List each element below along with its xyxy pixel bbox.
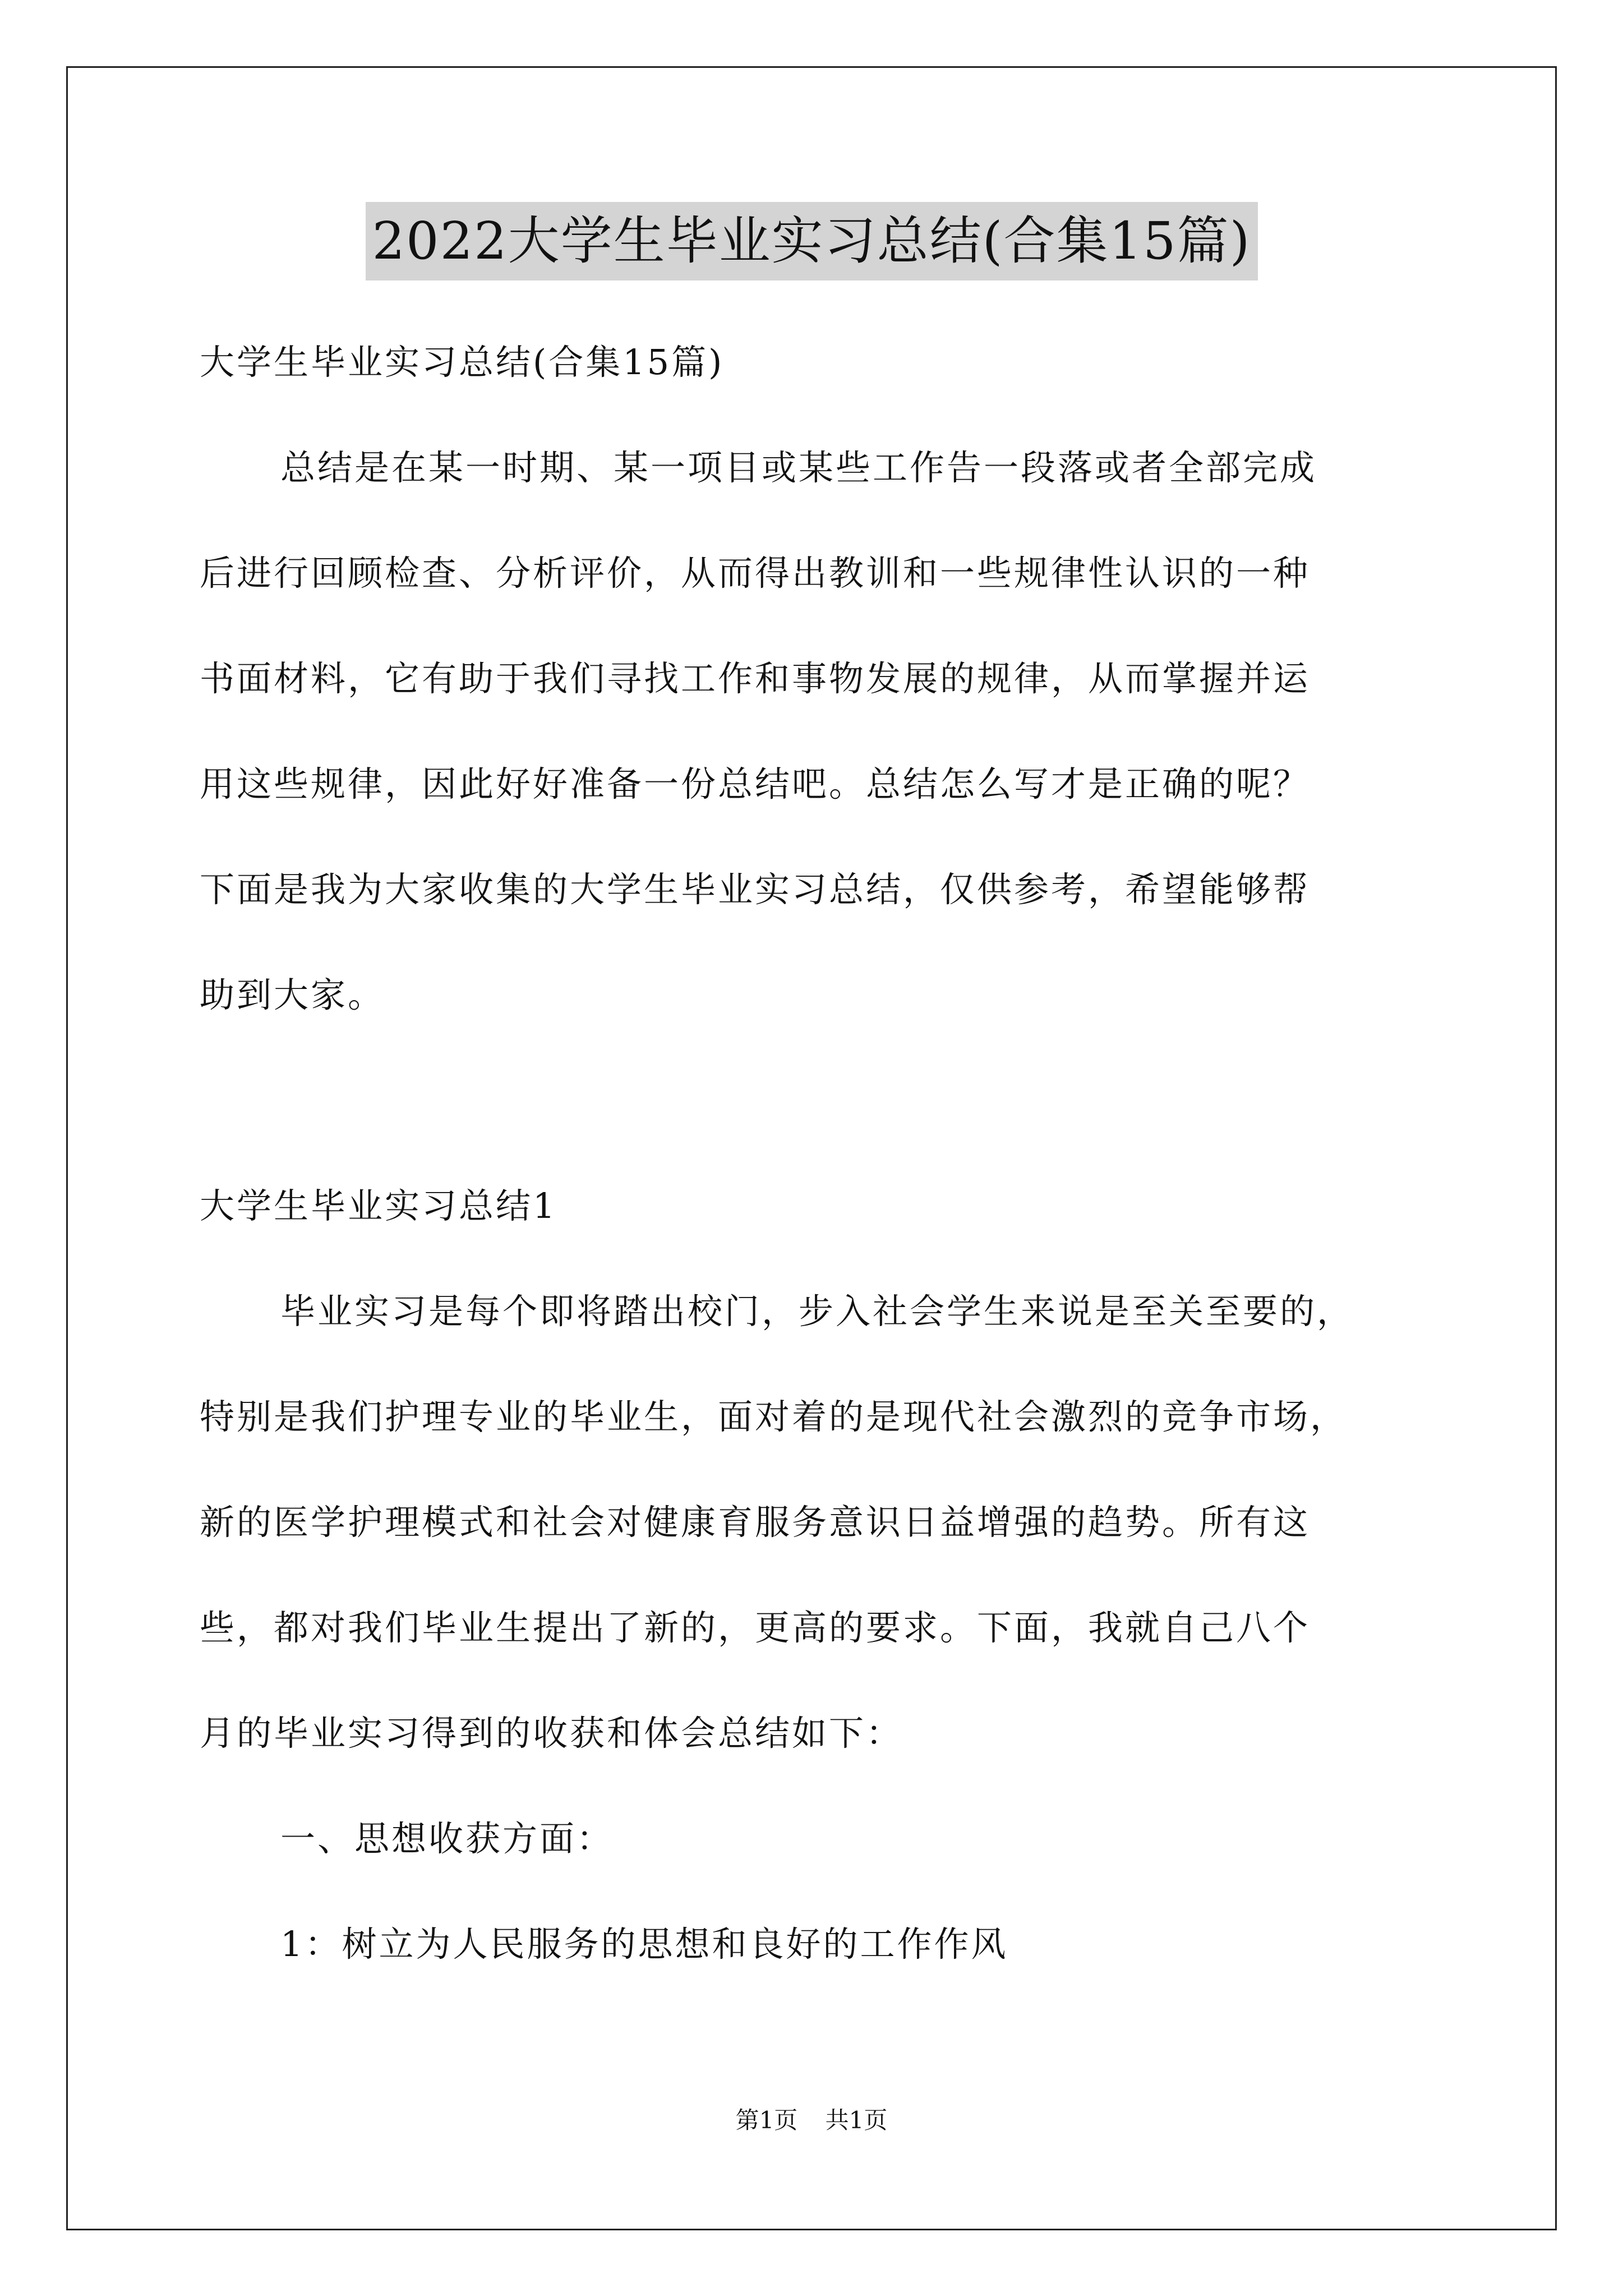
paragraph-line: 助到大家。 bbox=[200, 974, 385, 1015]
title-container bbox=[0, 202, 1623, 280]
list-item: 1：树立为人民服务的思想和良好的工作作风 bbox=[280, 1924, 1008, 1964]
paragraph-line: 书面材料，它有助于我们寻找工作和事物发展的规律，从而掌握并运 bbox=[200, 658, 1311, 699]
paragraph-line: 总结是在某一时期、某一项目或某些工作告一段落或者全部完成 bbox=[280, 447, 1317, 488]
page-footer bbox=[0, 2104, 1623, 2137]
document-title: 2022大学生毕业实习总结(合集15篇) bbox=[366, 202, 1258, 280]
page-number-current: 第1页 bbox=[735, 2106, 798, 2134]
paragraph-line: 特别是我们护理专业的毕业生，面对着的是现代社会激烈的竞争市场， bbox=[200, 1396, 1348, 1437]
paragraph-line: 用这些规律，因此好好准备一份总结吧。总结怎么写才是正确的呢？ bbox=[200, 763, 1311, 804]
paragraph-line: 后进行回顾检查、分析评价，从而得出教训和一些规律性认识的一种 bbox=[200, 553, 1311, 593]
subtitle-line: 大学生毕业实习总结(合集15篇) bbox=[200, 342, 725, 383]
page-number-total: 共1页 bbox=[825, 2106, 888, 2134]
paragraph-line: 下面是我为大家收集的大学生毕业实习总结，仅供参考，希望能够帮 bbox=[200, 869, 1311, 910]
subsection-heading: 一、思想收获方面： bbox=[280, 1818, 614, 1859]
paragraph-line: 毕业实习是每个即将踏出校门，步入社会学生来说是至关至要的， bbox=[280, 1291, 1354, 1332]
paragraph-line: 新的医学护理模式和社会对健康育服务意识日益增强的趋势。所有这 bbox=[200, 1502, 1311, 1543]
document-body bbox=[200, 310, 1456, 1997]
paragraph-line: 月的毕业实习得到的收获和体会总结如下： bbox=[200, 1713, 903, 1754]
section-heading: 大学生毕业实习总结1 bbox=[200, 1185, 557, 1226]
paragraph-line: 些，都对我们毕业生提出了新的，更高的要求。下面，我就自己八个 bbox=[200, 1607, 1311, 1648]
